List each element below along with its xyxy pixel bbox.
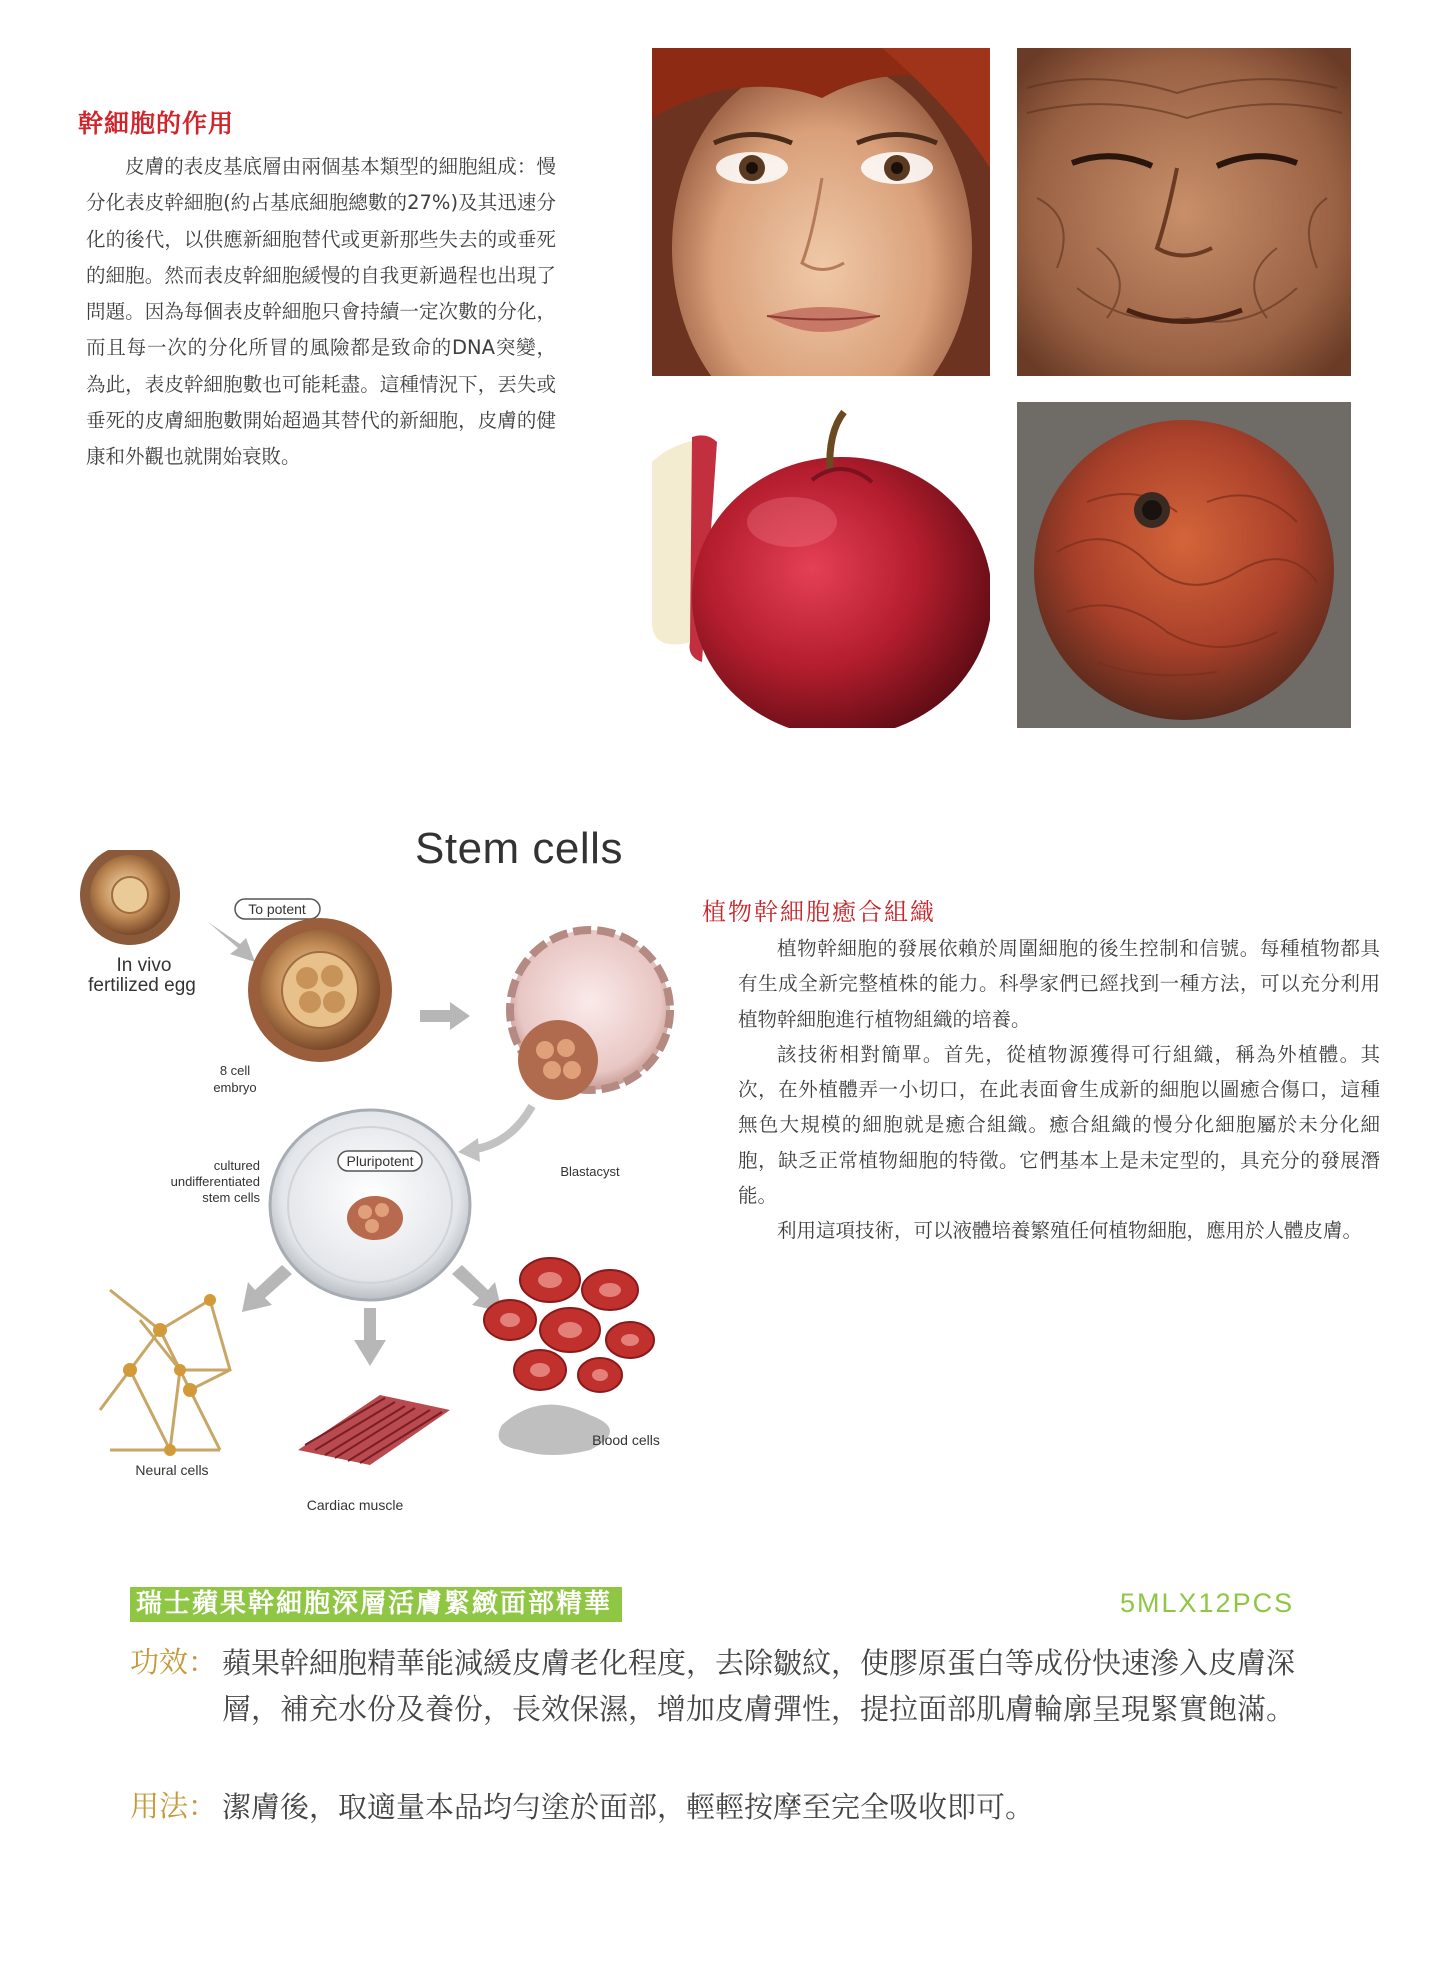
label-pluripotent: Pluripotent — [346, 1153, 414, 1169]
young-face-photo — [652, 48, 990, 376]
fertilized-egg-icon — [80, 850, 180, 945]
label-neural-cells: Neural cells — [135, 1462, 209, 1478]
label-8-cell: 8 cell — [219, 1063, 251, 1078]
label-in-vivo: In vivo — [116, 955, 172, 976]
embryo-icon — [248, 918, 392, 1062]
effect-label: 功效： — [130, 1645, 218, 1679]
arrow-embryo-to-blastocyst — [420, 1002, 470, 1030]
fresh-apple-photo — [652, 402, 990, 728]
section-title-plant-stem-cells: 植物幹細胞癒合組織 — [702, 898, 936, 926]
arrow-blastocyst-to-dish — [470, 1106, 532, 1150]
neural-cells-icon — [100, 1290, 230, 1456]
paragraph: 植物幹細胞的發展依賴於周圍細胞的後生控制和信號。每種植物都具有生成全新完整植株的能力。科學家們已經找到一種方法，可以充分利用植物幹細胞進行植物組織的培養。 — [738, 937, 1380, 1031]
stem-cells-diagram — [70, 850, 710, 1520]
product-size: 5MLX12PCS — [1120, 1588, 1295, 1618]
arrow-dish-to-neural — [242, 1265, 292, 1312]
paragraph: 利用這項技術，可以液體培養繁殖任何植物細胞，應用於人體皮膚。 — [777, 1219, 1363, 1243]
old-face-photo — [1017, 48, 1351, 376]
label-embryo: embryo — [213, 1080, 257, 1095]
usage-label: 用法： — [130, 1789, 218, 1823]
cardiac-muscle-icon — [298, 1395, 450, 1465]
blood-cells-icon — [484, 1258, 654, 1455]
label-to-potent: To potent — [248, 901, 306, 917]
arrow-dish-to-cardiac — [354, 1308, 386, 1366]
diagram-title: Stem cells — [415, 824, 623, 873]
label-blastocyst: Blastacyst — [560, 1164, 620, 1179]
effect-text: 蘋果幹細胞精華能減緩皮膚老化程度，去除皺紋，使膠原蛋白等成份快速滲入皮膚深層，補充水份及養份，長效保濕，增加皮膚彈性，提拉面部肌膚輪廓呈現緊實飽滿。 — [222, 1646, 1296, 1726]
paragraph: 該技術相對簡單。首先，從植物源獲得可行組織，稱為外植體。其次，在外植體弄一小切口，在此表面會生成新的細胞以圖癒合傷口，這種無色大規模的細胞就是癒合組織。癒合組織的慢分化細胞屬於未分化細胞，缺乏正常植物細胞的特徵。它們基本上是未定型的，具充分的發展潛能。 — [738, 1042, 1380, 1208]
label-stem-cells: stem cells — [202, 1190, 260, 1205]
rotten-apple-photo — [1017, 402, 1351, 728]
section-body-plant-stem-cells — [738, 931, 1380, 1249]
label-fertilized-egg: fertilized egg — [88, 975, 196, 996]
petri-dish-icon — [270, 1110, 470, 1300]
label-undifferentiated: undifferentiated — [170, 1174, 260, 1189]
blastocyst-icon — [510, 930, 670, 1100]
arrow-egg-to-embryo — [208, 922, 255, 962]
label-cultured: cultured — [213, 1158, 260, 1173]
label-blood-cells: Blood cells — [592, 1432, 660, 1448]
label-cardiac-muscle: Cardiac muscle — [306, 1497, 404, 1513]
product-name-banner: 瑞士蘋果幹細胞深層活膚緊緻面部精華 — [130, 1587, 622, 1622]
usage-text: 潔膚後，取適量本品均勻塗於面部，輕輕按摩至完全吸收即可。 — [222, 1790, 1035, 1824]
section-body-stem-cell-function: 皮膚的表皮基底層由兩個基本類型的細胞組成：慢分化表皮幹細胞(約占基底細胞總數的27%)及其迅速分化的後代，以供應新細胞替代或更新那些失去的或垂死的細胞。然而表皮幹細胞緩慢的自我更新過程也出現了問題。因為每個表皮幹細胞只會持續一定次數的分化，而且每一次的分化所冒的風險都是致命的DNA突變，為此，表皮幹細胞數也可能耗盡。這種情況下，丟失或垂死的皮膚細胞數開始超過其替代的新細胞，皮膚的健康和外觀也就開始衰敗。 — [86, 155, 556, 469]
section-title-stem-cell-function: 幹細胞的作用 — [78, 109, 235, 138]
